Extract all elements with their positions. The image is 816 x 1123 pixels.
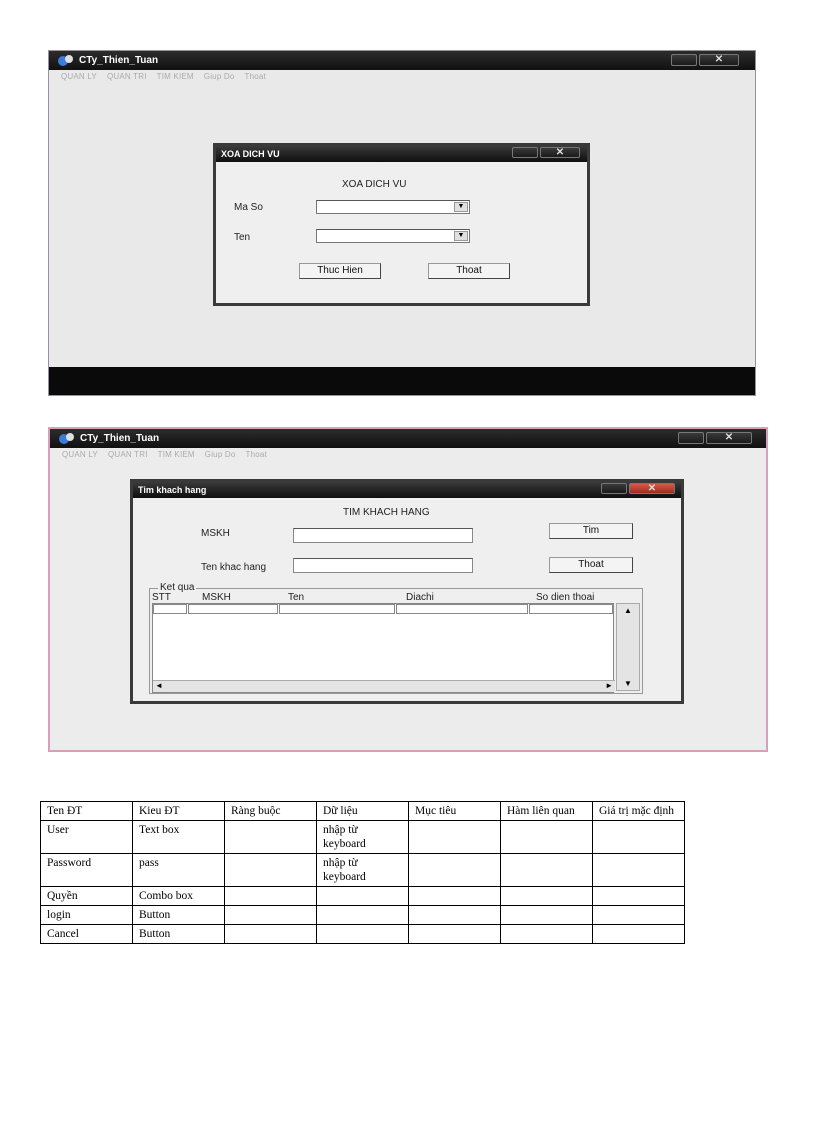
table-cell: Text box: [133, 821, 225, 854]
dialog-minimize-icon[interactable]: [512, 147, 538, 158]
menu-giup-do[interactable]: Giup Do: [203, 72, 235, 81]
table-row: [41, 854, 685, 887]
table-header-cell: Mục tiêu: [409, 802, 501, 821]
column-header: STT: [152, 592, 171, 603]
screenshot-delete-service: [48, 50, 756, 396]
table-header-row: [41, 802, 685, 821]
table-row: [41, 925, 685, 944]
menu-giup-do[interactable]: Giup Do: [204, 450, 236, 459]
mskh-label: MSKH: [201, 528, 230, 539]
delete-dialog-title: XOA DICH VU: [221, 149, 280, 159]
table-header-cell: Dữ liệu: [317, 802, 409, 821]
dialog-close-icon[interactable]: ✕: [629, 483, 675, 494]
table-header-cell: Ten ĐT: [41, 802, 133, 821]
menu-bar: [61, 72, 266, 81]
ten-combo[interactable]: [316, 229, 470, 243]
thoat-button[interactable]: Thoat: [428, 263, 510, 279]
main-window-title: CTy_Thien_Tuan: [80, 433, 160, 444]
column-header: Ten: [288, 592, 305, 603]
table-row: [41, 821, 685, 854]
menu-bar: [62, 450, 267, 459]
minimize-icon[interactable]: [678, 432, 704, 444]
ma-so-label: Ma So: [234, 202, 263, 213]
results-grid[interactable]: [152, 603, 614, 693]
table-row: [41, 887, 685, 906]
table-cell: Button: [133, 906, 225, 925]
table-cell: [225, 906, 317, 925]
table-cell: [317, 906, 409, 925]
delete-dialog-titlebar: [216, 146, 587, 162]
table-cell: [501, 854, 593, 887]
table-cell: Quyền: [41, 887, 133, 906]
horizontal-scrollbar[interactable]: [153, 680, 615, 692]
table-header-cell: Kieu ĐT: [133, 802, 225, 821]
table-cell: [409, 854, 501, 887]
screenshot-search-customer: [48, 427, 768, 752]
table-cell: [501, 906, 593, 925]
table-cell: [409, 925, 501, 944]
ten-khac-hang-input[interactable]: [293, 558, 473, 573]
column-header: So dien thoai: [536, 592, 595, 603]
table-cell: [409, 887, 501, 906]
menu-quan-tri[interactable]: QUAN TRI: [107, 450, 148, 459]
table-cell: [593, 925, 685, 944]
arrow-up-icon[interactable]: ▲: [624, 606, 632, 615]
menu-quan-ly[interactable]: QUAN LY: [61, 72, 97, 81]
ten-label: Ten: [234, 232, 251, 243]
control-spec-table: [40, 801, 685, 944]
vertical-scrollbar[interactable]: [616, 603, 640, 691]
table-cell: [225, 854, 317, 887]
table-cell: [501, 925, 593, 944]
search-customer-dialog: [130, 479, 684, 704]
ten-khac-hang-label: Ten khac hang: [201, 562, 267, 573]
table-header-cell: Giá trị mặc định: [593, 802, 685, 821]
table-cell: Combo box: [133, 887, 225, 906]
table-cell: [317, 925, 409, 944]
table-header-cell: Hàm liên quan: [501, 802, 593, 821]
chevron-down-icon[interactable]: ▼: [454, 202, 468, 212]
table-cell: [501, 887, 593, 906]
tim-button[interactable]: Tim: [549, 523, 633, 539]
arrow-left-icon[interactable]: ◄: [155, 681, 163, 690]
table-cell: [501, 821, 593, 854]
table-cell: nhập từ keyboard: [317, 854, 409, 887]
main-window-titlebar: [50, 429, 766, 448]
table-cell: Cancel: [41, 925, 133, 944]
table-row: [41, 906, 685, 925]
table-cell: [225, 887, 317, 906]
close-icon[interactable]: ✕: [706, 432, 752, 444]
table-cell: pass: [133, 854, 225, 887]
search-dialog-title: Tim khach hang: [138, 485, 207, 495]
thuc-hien-button[interactable]: Thuc Hien: [299, 263, 381, 279]
table-cell: [225, 925, 317, 944]
column-header: MSKH: [202, 592, 231, 603]
table-cell: [593, 821, 685, 854]
column-header: Diachi: [406, 592, 434, 603]
table-cell: [409, 821, 501, 854]
thoat-button[interactable]: Thoat: [549, 557, 633, 573]
table-cell: login: [41, 906, 133, 925]
close-icon[interactable]: ✕: [699, 54, 739, 66]
menu-quan-tri[interactable]: QUAN TRI: [106, 72, 147, 81]
delete-dialog-heading: XOA DICH VU: [342, 179, 407, 190]
ma-so-combo[interactable]: [316, 200, 470, 214]
table-cell: [593, 887, 685, 906]
table-cell: [409, 906, 501, 925]
table-cell: [317, 887, 409, 906]
mskh-input[interactable]: [293, 528, 473, 543]
dialog-close-icon[interactable]: ✕: [540, 147, 580, 158]
arrow-right-icon[interactable]: ►: [605, 681, 613, 690]
menu-tim-kiem[interactable]: TIM KIEM: [156, 72, 194, 81]
screenshot-bottom-artifact: [49, 367, 755, 395]
search-dialog-titlebar: [133, 482, 681, 498]
main-window-titlebar: [49, 51, 755, 70]
menu-quan-ly[interactable]: QUAN LY: [62, 450, 98, 459]
ket-qua-label: Ket qua: [160, 582, 195, 593]
menu-thoat[interactable]: Thoat: [245, 450, 267, 459]
table-cell: [593, 854, 685, 887]
app-icon: [58, 431, 76, 446]
menu-thoat[interactable]: Thoat: [244, 72, 266, 81]
table-header-cell: Ràng buộc: [225, 802, 317, 821]
chevron-down-icon[interactable]: ▼: [454, 231, 468, 241]
arrow-down-icon[interactable]: ▼: [624, 679, 632, 688]
dialog-minimize-icon[interactable]: [601, 483, 627, 494]
table-cell: nhập từ keyboard: [317, 821, 409, 854]
table-cell: Button: [133, 925, 225, 944]
minimize-icon[interactable]: [671, 54, 697, 66]
table-cell: Password: [41, 854, 133, 887]
ket-qua-group: [149, 582, 643, 694]
main-window-title: CTy_Thien_Tuan: [79, 55, 159, 66]
table-cell: [225, 821, 317, 854]
delete-service-dialog: [213, 143, 590, 306]
app-icon: [57, 53, 75, 68]
table-cell: [593, 906, 685, 925]
table-cell: User: [41, 821, 133, 854]
search-dialog-heading: TIM KHACH HANG: [343, 507, 430, 518]
menu-tim-kiem[interactable]: TIM KIEM: [157, 450, 195, 459]
